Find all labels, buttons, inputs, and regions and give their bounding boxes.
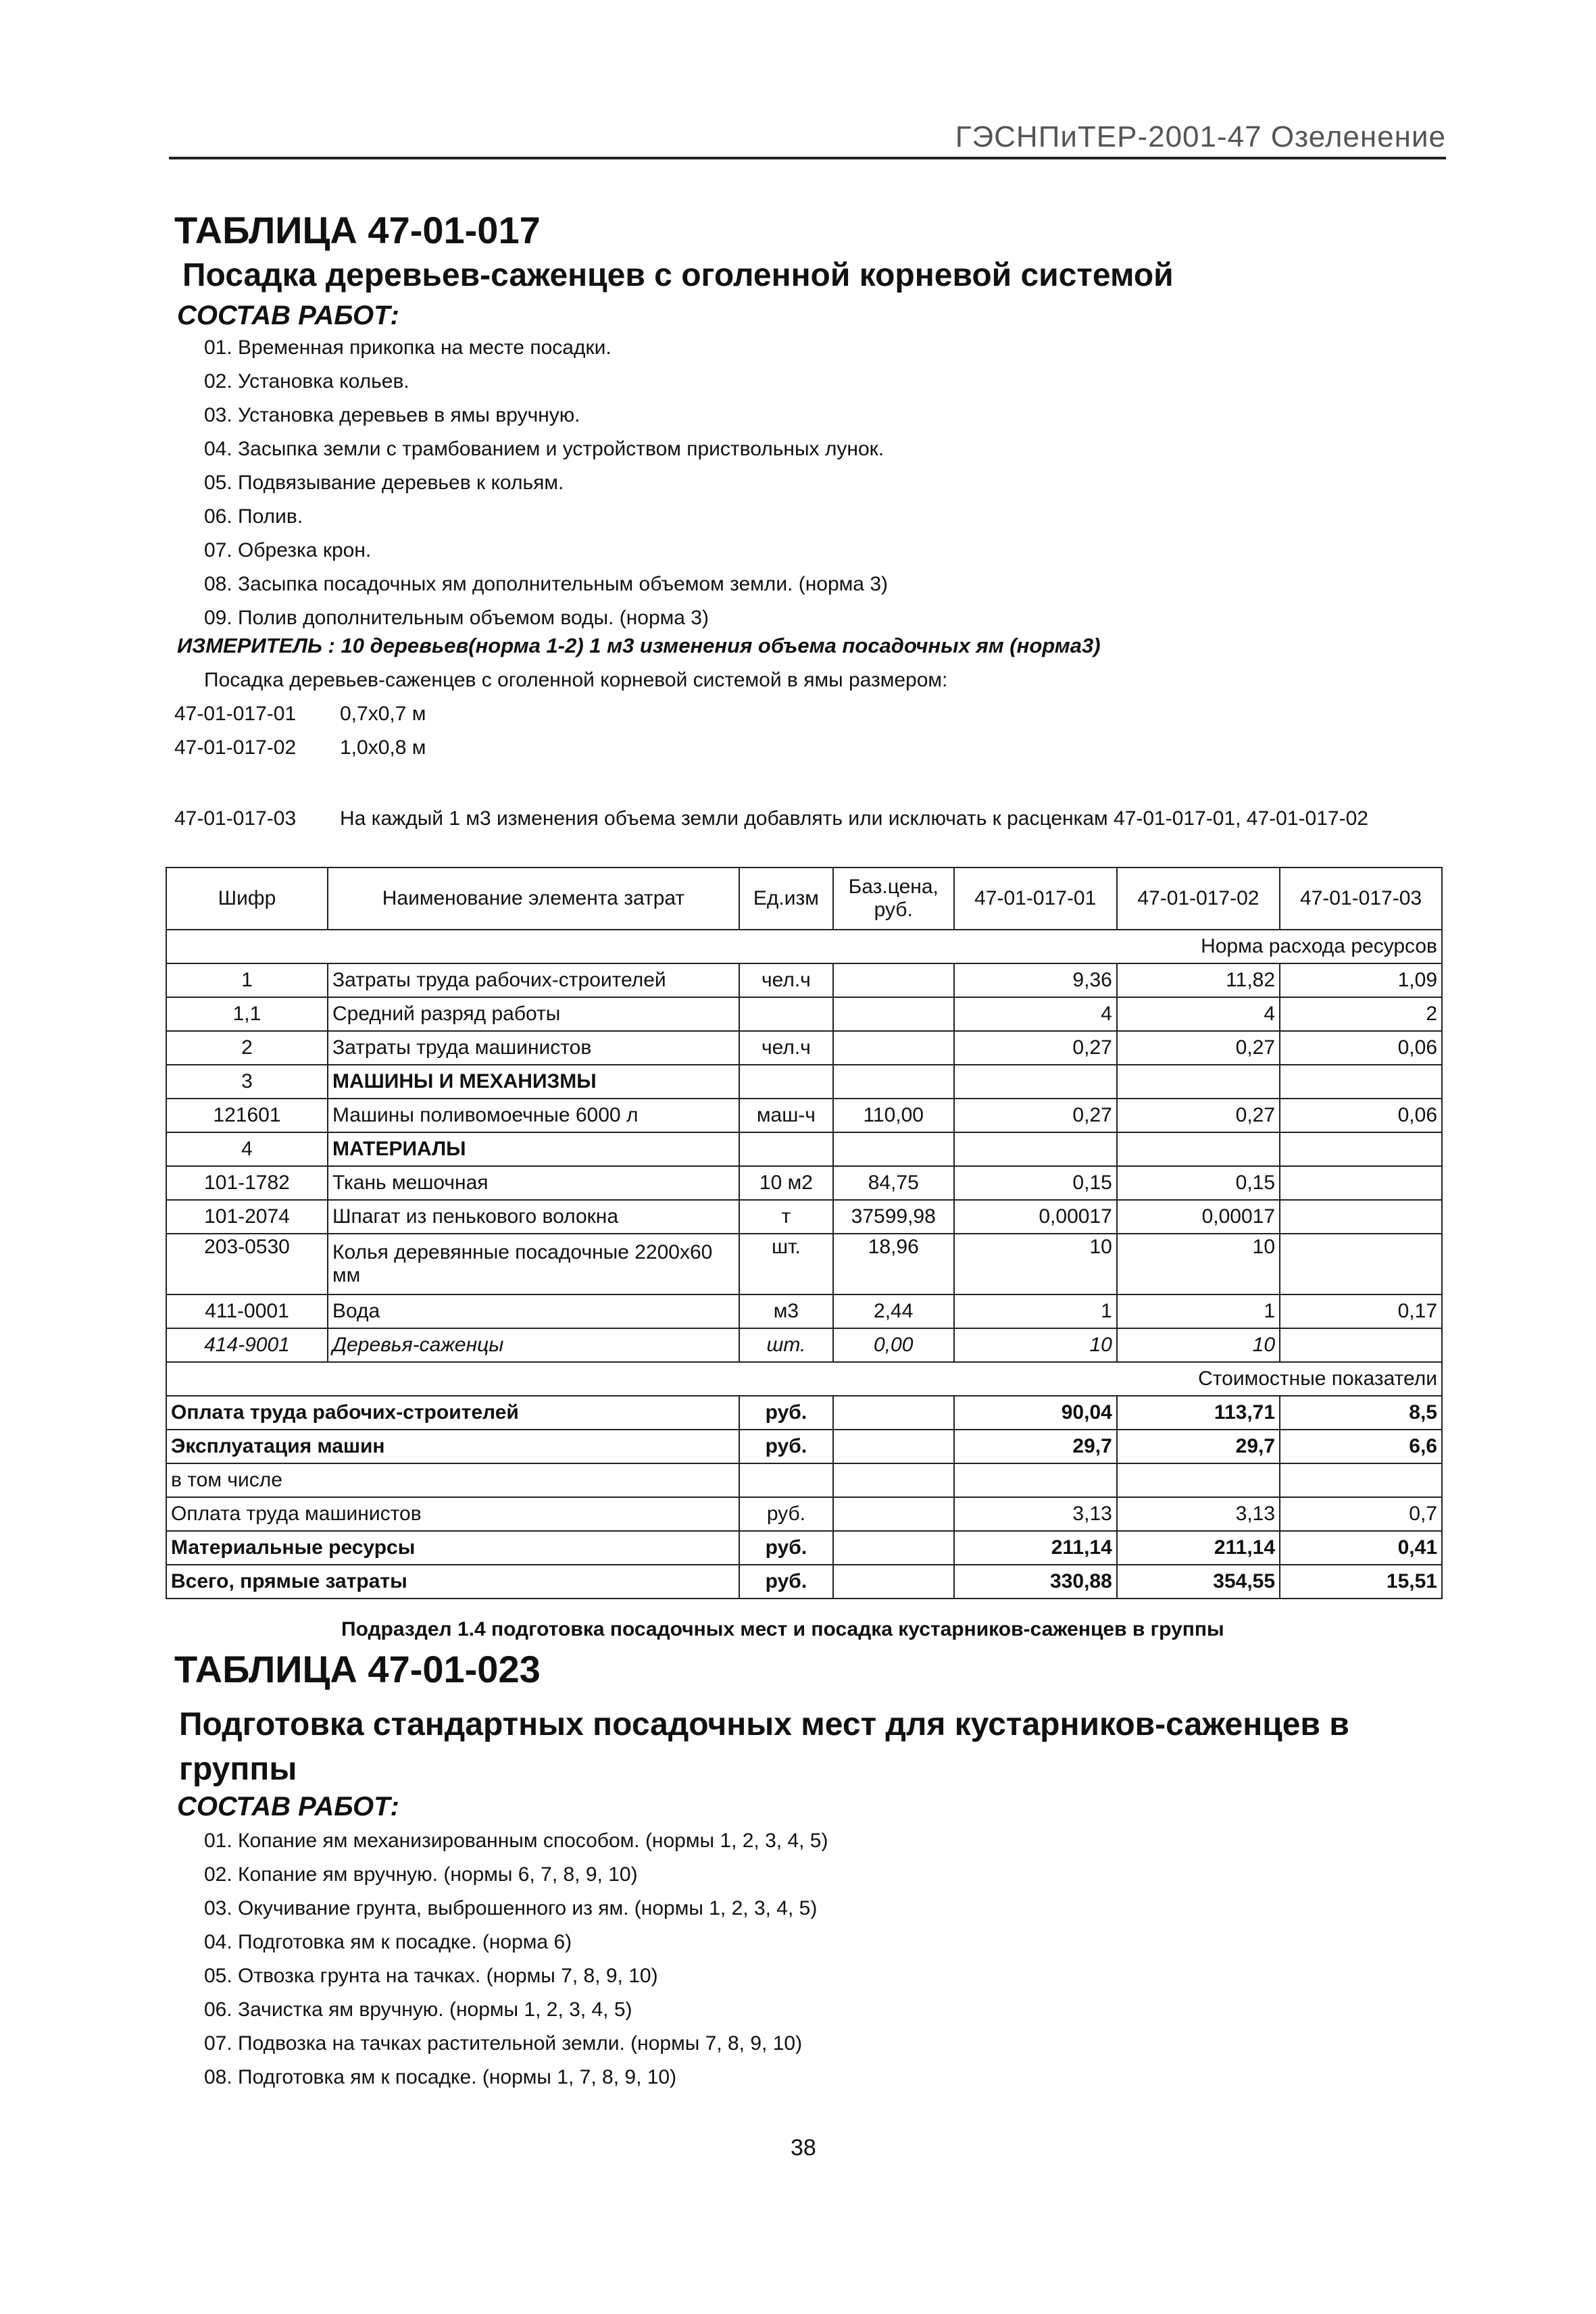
cell-name: Ткань мешочная: [328, 1166, 739, 1200]
cell-v2: 10: [1117, 1328, 1280, 1362]
norm-label: Норма расхода ресурсов: [166, 930, 1442, 963]
subsection-title: Подраздел 1.4 подготовка посадочных мест и посадка кустарников-саженцев в группы: [341, 1618, 1224, 1640]
cost-v1: 3,13: [954, 1497, 1117, 1531]
cost-v3: 0,7: [1280, 1497, 1442, 1531]
col-header-code: Шифр: [166, 867, 328, 930]
cost-name: в том числе: [166, 1463, 739, 1497]
cost-v3: 0,41: [1280, 1531, 1442, 1565]
work-item: 01. Копание ям механизированным способом. (нормы 1, 2, 3, 4, 5): [204, 1830, 828, 1852]
code-label: 47-01-017-02: [174, 736, 297, 759]
cell-code: 2: [166, 1031, 328, 1065]
table-row: [166, 1328, 1442, 1362]
section-title-1: Посадка деревьев-саженцев с оголенной корневой системой: [182, 257, 1174, 293]
cell-v3: 0,06: [1280, 1099, 1442, 1132]
table-row: [166, 1200, 1442, 1234]
cost-unit: руб.: [739, 1565, 833, 1599]
code-row: [174, 736, 426, 759]
cost-price: [833, 1497, 954, 1531]
table-group-row: [166, 1132, 1442, 1166]
cell-v3: [1280, 1234, 1442, 1294]
cell-name: Средний разряд работы: [328, 997, 739, 1031]
resource-table: [166, 867, 1443, 1599]
cost-v1: 29,7: [954, 1430, 1117, 1463]
cell-price: 0,00: [833, 1328, 954, 1362]
cell-unit: шт.: [739, 1234, 833, 1294]
cost-v2: 113,71: [1117, 1396, 1280, 1430]
work-item: 04. Подготовка ям к посадке. (норма 6): [204, 1931, 572, 1953]
work-item: 06. Полив.: [204, 505, 303, 528]
cell-v1: [954, 1065, 1117, 1099]
cell-v1: 0,27: [954, 1031, 1117, 1065]
work-item: 04. Засыпка земли с трамбованием и устройством приствольных лунок.: [204, 438, 884, 460]
cost-name: Оплата труда машинистов: [166, 1497, 739, 1531]
cell-price: [833, 997, 954, 1031]
cell-v1: 10: [954, 1328, 1117, 1362]
work-list-2: [204, 1828, 828, 2098]
section-title-2: Подготовка стандартных посадочных мест для кустарников-саженцев в группы: [179, 1707, 1349, 1787]
cell-v3: 1,09: [1280, 963, 1442, 997]
cost-v1: 330,88: [954, 1565, 1117, 1599]
cell-code: 121601: [166, 1099, 328, 1132]
cell-unit: [739, 997, 833, 1031]
cost-v3: 8,5: [1280, 1396, 1442, 1430]
running-header: ГЭСНПиТЕР-2001-47 Озеленение: [955, 120, 1446, 153]
cell-v2: [1117, 1065, 1280, 1099]
code-desc: 0,7х0,7 м: [340, 703, 426, 725]
cost-v2: [1117, 1463, 1280, 1497]
cost-row: [166, 1430, 1442, 1463]
cell-unit: чел.ч: [739, 963, 833, 997]
cell-v3: [1280, 1065, 1442, 1099]
cell-name: Машины поливомоечные 6000 л: [328, 1099, 739, 1132]
cost-price: [833, 1565, 954, 1599]
table-row: [166, 997, 1442, 1031]
measure-unit: ИЗМЕРИТЕЛЬ : 10 деревьев(норма 1-2) 1 м3 изменения объема посадочных ям (норма3): [177, 634, 1101, 657]
col-header-v3: 47-01-017-03: [1280, 867, 1442, 930]
cell-code: 4: [166, 1132, 328, 1166]
cost-v2: 3,13: [1117, 1497, 1280, 1531]
cell-v1: 0,27: [954, 1099, 1117, 1132]
cell-v1: 1: [954, 1294, 1117, 1328]
work-item: 05. Отвозка грунта на тачках. (нормы 7, 8, 9, 10): [204, 1965, 658, 1987]
cost-unit: руб.: [739, 1396, 833, 1430]
cell-code: 101-1782: [166, 1166, 328, 1200]
table-group-row: [166, 1065, 1442, 1099]
work-item: 01. Временная прикопка на месте посадки.: [204, 336, 612, 359]
cost-row: [166, 1396, 1442, 1430]
cell-name: Вода: [328, 1294, 739, 1328]
table-row: [166, 963, 1442, 997]
col-header-name: Наименование элемента затрат: [328, 867, 739, 930]
cell-v2: 1: [1117, 1294, 1280, 1328]
col-header-v2: 47-01-017-02: [1117, 867, 1280, 930]
cell-code: 3: [166, 1065, 328, 1099]
cell-v3: [1280, 1132, 1442, 1166]
cell-v3: [1280, 1166, 1442, 1200]
cost-unit: руб.: [739, 1430, 833, 1463]
cell-v3: 0,06: [1280, 1031, 1442, 1065]
cell-name: Деревья-саженцы: [328, 1328, 739, 1362]
work-item: 03. Установка деревьев в ямы вручную.: [204, 404, 580, 426]
cell-unit: [739, 1132, 833, 1166]
work-item: 02. Копание ям вручную. (нормы 6, 7, 8, 9, 10): [204, 1863, 638, 1886]
sostav-label-2: СОСТАВ РАБОТ:: [177, 1792, 399, 1821]
cost-unit: [739, 1463, 833, 1497]
table-row: [166, 1031, 1442, 1065]
cell-unit: шт.: [739, 1328, 833, 1362]
cell-v2: 10: [1117, 1234, 1280, 1294]
cell-unit: маш-ч: [739, 1099, 833, 1132]
cost-name: Оплата труда рабочих-строителей: [166, 1396, 739, 1430]
cell-price: 2,44: [833, 1294, 954, 1328]
cost-name: Материальные ресурсы: [166, 1531, 739, 1565]
table-row: [166, 1234, 1442, 1294]
cost-v2: 354,55: [1117, 1565, 1280, 1599]
cell-price: [833, 1132, 954, 1166]
cell-unit: м3: [739, 1294, 833, 1328]
cost-row: [166, 1531, 1442, 1565]
cost-v1: 211,14: [954, 1531, 1117, 1565]
work-list-1: [204, 334, 888, 638]
cell-v2: 0,27: [1117, 1099, 1280, 1132]
cell-price: 18,96: [833, 1234, 954, 1294]
work-item: 08. Засыпка посадочных ям дополнительным объемом земли. (норма 3): [204, 573, 888, 595]
cell-v2: [1117, 1132, 1280, 1166]
code-desc: 1,0х0,8 м: [340, 736, 426, 759]
cost-price: [833, 1463, 954, 1497]
cell-unit: 10 м2: [739, 1166, 833, 1200]
cell-v1: 0,00017: [954, 1200, 1117, 1234]
cell-name: МАТЕРИАЛЫ: [328, 1132, 739, 1166]
work-item: 06. Зачистка ям вручную. (нормы 1, 2, 3, 4, 5): [204, 1998, 632, 2021]
cost-v3: [1280, 1463, 1442, 1497]
code-label: 47-01-017-01: [174, 703, 297, 725]
cell-name: Затраты труда машинистов: [328, 1031, 739, 1065]
work-item: 08. Подготовка ям к посадке. (нормы 1, 7, 8, 9, 10): [204, 2066, 677, 2088]
cell-v2: 0,27: [1117, 1031, 1280, 1065]
header-divider: [169, 157, 1446, 159]
cost-label: Стоимостные показатели: [166, 1362, 1442, 1396]
cell-code: 411-0001: [166, 1294, 328, 1328]
table-row: [166, 1099, 1442, 1132]
cell-v1: 10: [954, 1234, 1117, 1294]
cost-v1: [954, 1463, 1117, 1497]
cell-v2: 4: [1117, 997, 1280, 1031]
work-item: 05. Подвязывание деревьев к кольям.: [204, 472, 564, 494]
cell-code: 1,1: [166, 997, 328, 1031]
cost-price: [833, 1531, 954, 1565]
cell-price: [833, 1065, 954, 1099]
cost-v2: 29,7: [1117, 1430, 1280, 1463]
cell-v2: 0,15: [1117, 1166, 1280, 1200]
code-row: [174, 807, 1368, 830]
cell-name: Колья деревянные посадочные 2200х60 мм: [328, 1234, 739, 1294]
page-number: 38: [791, 2135, 816, 2161]
cell-unit: чел.ч: [739, 1031, 833, 1065]
col-header-price: Баз.цена, руб.: [833, 867, 954, 930]
cell-v1: 9,36: [954, 963, 1117, 997]
cost-row: [166, 1463, 1442, 1497]
cell-v1: 0,15: [954, 1166, 1117, 1200]
cell-v3: 2: [1280, 997, 1442, 1031]
cell-v3: [1280, 1200, 1442, 1234]
cost-row: [166, 1565, 1442, 1599]
cell-price: 84,75: [833, 1166, 954, 1200]
cost-price: [833, 1430, 954, 1463]
cell-v1: [954, 1132, 1117, 1166]
cell-name: МАШИНЫ И МЕХАНИЗМЫ: [328, 1065, 739, 1099]
cell-v1: 4: [954, 997, 1117, 1031]
cost-unit: руб.: [739, 1531, 833, 1565]
work-item: 07. Обрезка крон.: [204, 539, 372, 561]
code-label: 47-01-017-03: [174, 807, 297, 830]
col-header-unit: Ед.изм: [739, 867, 833, 930]
cell-code: 203-0530: [166, 1234, 328, 1294]
cell-price: 37599,98: [833, 1200, 954, 1234]
cell-name: Затраты труда рабочих-строителей: [328, 963, 739, 997]
code-row: [174, 703, 426, 726]
work-item: 07. Подвозка на тачках растительной земли. (нормы 7, 8, 9, 10): [204, 2032, 803, 2055]
cell-unit: т: [739, 1200, 833, 1234]
cost-subheader: [166, 1362, 1442, 1396]
cost-v3: 6,6: [1280, 1430, 1442, 1463]
cost-unit: руб.: [739, 1497, 833, 1531]
cell-v3: 0,17: [1280, 1294, 1442, 1328]
work-item: 02. Установка кольев.: [204, 370, 409, 393]
cell-price: 110,00: [833, 1099, 954, 1132]
work-item: 09. Полив дополнительным объемом воды. (норма 3): [204, 607, 709, 629]
cell-code: 1: [166, 963, 328, 997]
table-id-1: ТАБЛИЦА 47-01-017: [174, 209, 541, 251]
cell-v3: [1280, 1328, 1442, 1362]
cell-code: 414-9001: [166, 1328, 328, 1362]
cell-name: Шпагат из пенькового волокна: [328, 1200, 739, 1234]
cost-v1: 90,04: [954, 1396, 1117, 1430]
cost-v3: 15,51: [1280, 1565, 1442, 1599]
cost-price: [833, 1396, 954, 1430]
cell-unit: [739, 1065, 833, 1099]
cost-name: Эксплуатация машин: [166, 1430, 739, 1463]
cell-price: [833, 963, 954, 997]
table-row: [166, 1166, 1442, 1200]
cost-v2: 211,14: [1117, 1531, 1280, 1565]
cell-code: 101-2074: [166, 1200, 328, 1234]
cell-price: [833, 1031, 954, 1065]
col-header-v1: 47-01-017-01: [954, 867, 1117, 930]
cost-name: Всего, прямые затраты: [166, 1565, 739, 1599]
table-row: [166, 1294, 1442, 1328]
sostav-label-1: СОСТАВ РАБОТ:: [177, 301, 399, 330]
table-id-2: ТАБЛИЦА 47-01-023: [174, 1648, 541, 1690]
code-desc: На каждый 1 м3 изменения объема земли добавлять или исключать к расценкам 47-01-017-01, 47-01-017-02: [340, 807, 1368, 830]
norm-subheader: [166, 930, 1442, 963]
cell-v2: 11,82: [1117, 963, 1280, 997]
work-item: 03. Окучивание грунта, выброшенного из ям. (нормы 1, 2, 3, 4, 5): [204, 1897, 818, 1919]
cost-row: [166, 1497, 1442, 1531]
table-header-row: [166, 867, 1442, 930]
intro-text: Посадка деревьев-саженцев с оголенной корневой системой в ямы размером:: [204, 669, 948, 691]
cell-v2: 0,00017: [1117, 1200, 1280, 1234]
